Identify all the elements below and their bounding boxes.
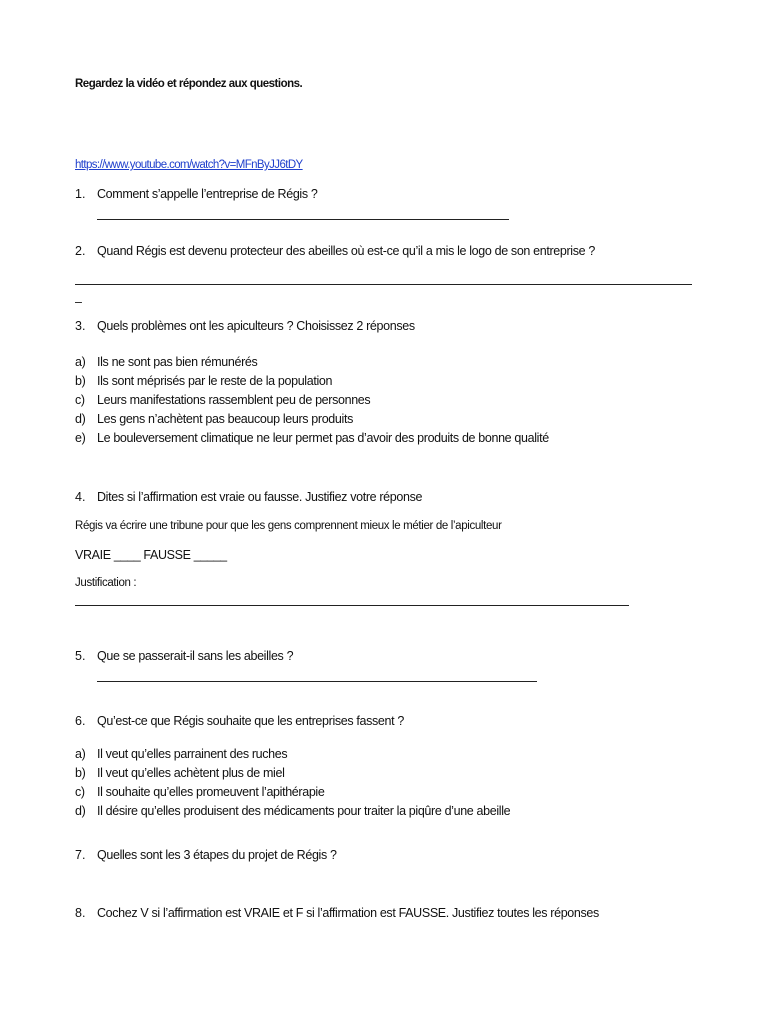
option-letter: c) — [75, 785, 85, 799]
question-5-text: Que se passerait-il sans les abeilles ? — [97, 649, 294, 663]
question-3-number: 3. — [75, 319, 86, 333]
question-5-number: 5. — [75, 649, 86, 663]
question-6-number: 6. — [75, 714, 86, 728]
true-false-choice[interactable]: VRAIE ____ FAUSSE _____ — [75, 548, 227, 562]
option-letter: b) — [75, 374, 86, 388]
option-text: Leurs manifestations rassemblent peu de personnes — [97, 393, 371, 407]
option-text: Il veut qu’elles parrainent des ruches — [97, 747, 288, 761]
question-7-text: Quelles sont les 3 étapes du projet de Régis ? — [97, 848, 337, 862]
question-8-number: 8. — [75, 906, 86, 920]
answer-line-2-dash: – — [75, 295, 82, 309]
question-1-text: Comment s’appelle l’entreprise de Régis ? — [97, 187, 318, 201]
answer-line-2[interactable] — [75, 284, 692, 285]
justification-label: Justification : — [75, 577, 137, 589]
option-letter: a) — [75, 747, 86, 761]
option-text: Ils sont méprisés par le reste de la population — [97, 374, 333, 388]
answer-line-5[interactable] — [97, 681, 537, 682]
option-letter: c) — [75, 393, 85, 407]
question-3-text: Quels problèmes ont les apiculteurs ? Choisissez 2 réponses — [97, 319, 415, 333]
question-7-number: 7. — [75, 848, 86, 862]
question-4-statement: Régis va écrire une tribune pour que les gens comprennent mieux le métier de l’apiculteur — [75, 520, 502, 532]
option-text: Ils ne sont pas bien rémunérés — [97, 355, 258, 369]
question-4-number: 4. — [75, 490, 86, 504]
option-letter: e) — [75, 431, 86, 445]
question-2-text: Quand Régis est devenu protecteur des abeilles où est-ce qu’il a mis le logo de son entreprise ? — [97, 244, 595, 258]
answer-line-1[interactable] — [97, 219, 509, 220]
instruction-heading: Regardez la vidéo et répondez aux questions. — [75, 78, 303, 90]
option-text: Il désire qu’elles produisent des médicaments pour traiter la piqûre d’une abeille — [97, 804, 511, 818]
question-1-number: 1. — [75, 187, 86, 201]
question-8-text: Cochez V si l’affirmation est VRAIE et F si l’affirmation est FAUSSE. Justifiez toutes les réponses — [97, 906, 599, 920]
option-text: Il veut qu’elles achètent plus de miel — [97, 766, 285, 780]
option-text: Il souhaite qu’elles promeuvent l’apithérapie — [97, 785, 325, 799]
option-letter: b) — [75, 766, 86, 780]
question-2-number: 2. — [75, 244, 86, 258]
justification-line[interactable] — [75, 605, 629, 606]
question-6-text: Qu’est-ce que Régis souhaite que les entreprises fassent ? — [97, 714, 404, 728]
option-letter: a) — [75, 355, 86, 369]
question-4-text: Dites si l’affirmation est vraie ou fausse. Justifiez votre réponse — [97, 490, 423, 504]
option-text: Les gens n’achètent pas beaucoup leurs produits — [97, 412, 353, 426]
video-link[interactable]: https://www.youtube.com/watch?v=MFnByJJ6tDY — [75, 159, 303, 171]
option-letter: d) — [75, 412, 86, 426]
option-letter: d) — [75, 804, 86, 818]
option-text: Le bouleversement climatique ne leur permet pas d’avoir des produits de bonne qualité — [97, 431, 549, 445]
